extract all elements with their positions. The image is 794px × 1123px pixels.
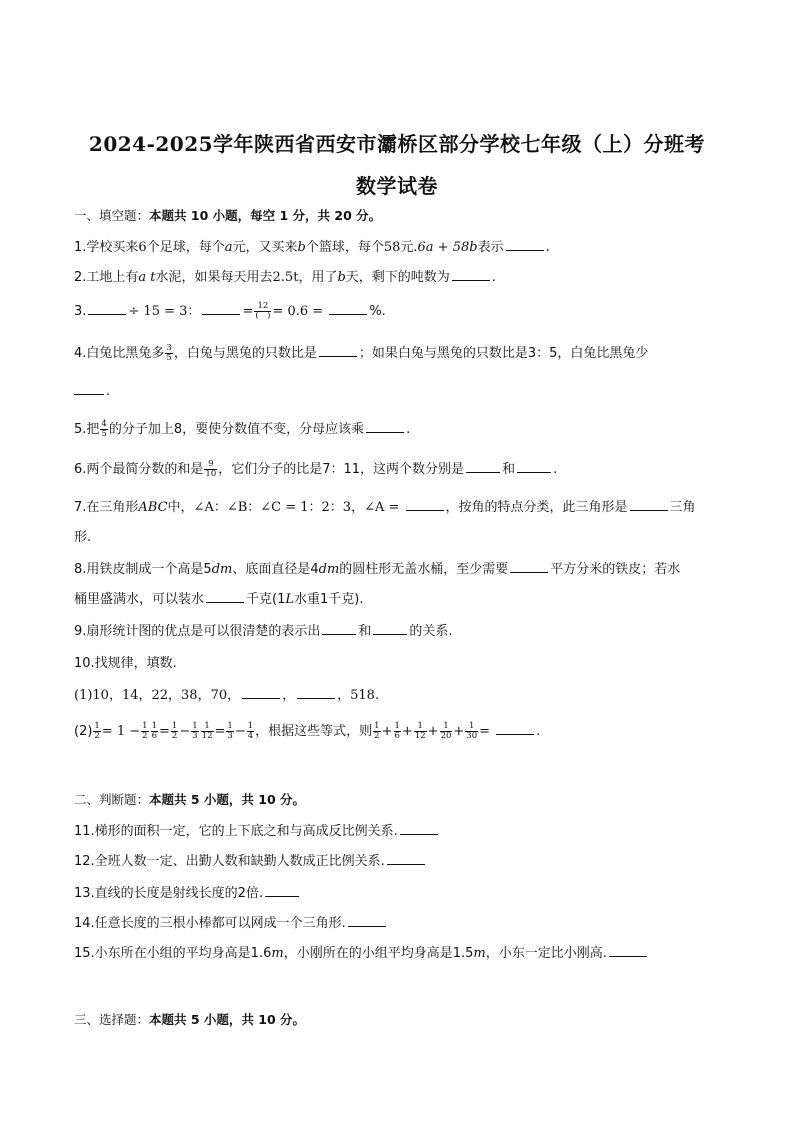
fraction [247,722,254,741]
q2-text: ，用了 [298,270,338,285]
q15-text: ，小东一定比小刚高. [485,946,607,961]
question-5 [74,420,724,440]
fraction-denominator: 12 [414,731,426,741]
answer-blank[interactable] [322,622,356,635]
q7-text: 形. [74,530,92,545]
answer-blank[interactable] [206,590,244,603]
fraction-denominator: 10 [205,469,217,479]
q8-text: 、底面直径是4 [232,562,319,577]
q7-text: ，按角的特点分类，此三角形是 [445,500,628,515]
q2-text: 2.工地上有 [74,270,139,285]
section-description: 本题共 10 小题，每空 1 分，共 20 分。 [149,208,382,223]
question-4-continued [74,382,724,402]
fraction-denominator: 5 [101,429,107,439]
q1-text: 元. [400,240,418,255]
fraction-denominator: 12 [201,731,213,741]
q10-end: . [536,724,541,739]
question-8 [74,560,724,580]
fraction [394,722,401,741]
q1-variable: b [297,240,306,255]
answer-blank[interactable] [387,852,425,865]
q10-operator: − [179,724,191,739]
q6-fraction [204,460,217,479]
fraction-numerator: 1 [201,722,214,732]
q1-text: 个足球，每个 [146,240,225,255]
fraction-denominator: 2 [94,731,100,741]
q8-unit: dm [318,562,340,577]
q3-end: %. [369,304,386,319]
q15-text: ，小刚所在的小组平均身高是1.5 [283,946,474,961]
fraction [171,722,178,741]
answer-blank[interactable] [400,822,438,835]
answer-blank[interactable] [609,944,647,957]
q8-text: 的圆柱形无盖水桶，至少需要 [339,562,509,577]
answer-blank[interactable] [202,302,240,315]
q3-fraction [254,302,271,321]
fraction [465,722,478,741]
fraction [141,722,148,741]
q10-sequence: (1)10，14，22，38，70， [74,688,241,703]
fraction-numerator: 1 [94,721,100,731]
answer-blank[interactable] [373,622,407,635]
section-description: 本题共 5 小题，共 10 分。 [149,792,306,807]
section-judgment-heading [74,790,724,810]
q10-sequence: ， [282,688,296,703]
q10-sequence: ，518. [337,688,380,703]
q10-text: (2) [74,724,93,739]
fraction-denominator: 4 [247,731,254,741]
q3-equals: = [242,304,254,319]
q2-end: . [491,270,496,285]
q15-unit: m [473,946,486,961]
fraction-numerator: 1 [414,722,427,732]
q1-text: 1.学校买来 [74,240,139,255]
q10-operator: = 1 − [101,724,141,739]
q8-text: 桶里盛满水，可以装水 [74,592,205,607]
q7-text: 7.在三角形 [74,500,139,515]
q2-variable: a t [138,270,156,285]
fraction-denominator: 2 [171,731,178,741]
answer-blank[interactable] [242,686,280,699]
question-10 [74,654,724,674]
fraction [191,722,198,741]
q10-text: ，根据这些等式，则 [255,724,373,739]
q8-unit: dm [211,562,233,577]
section-choice-heading [74,1010,724,1030]
answer-blank[interactable] [348,914,386,927]
exam-title-line1: 2024-2025学年陕西省西安市灞桥区部分学校七年级（上）分班考 [88,132,706,156]
q3-text: 3. [74,304,87,319]
q8-text: 平方分米的铁皮；若水 [550,562,681,577]
fraction-denominator: 6 [151,731,158,741]
q13-text: 13.直线的长度是射线长度的2倍. [74,886,264,901]
q2-text: 水泥，如果每天用去 [155,270,273,285]
q10-operator: + [381,724,393,739]
q14-text: 14.任意长度的三根小棒都可以网成一个三角形. [74,916,346,931]
answer-blank[interactable] [466,460,500,473]
fraction-numerator: 4 [101,419,107,429]
fraction-numerator: 1 [151,721,158,731]
q6-text: ，它们分子的比是7：11，这两个数分别是 [218,462,465,477]
q4-fraction [165,344,172,363]
q2-number: 2.5t [272,270,299,285]
answer-blank[interactable] [510,560,548,573]
question-14 [74,914,724,934]
section-fill-blank-heading [74,206,724,226]
q1-text: 表示 [477,240,504,255]
q4-text: ；如果白兔与黑兔的只数比是3：5，白兔比黑兔少 [358,346,649,361]
fraction-denominator: 30 [466,731,478,741]
question-13 [74,884,724,904]
fraction-numerator: 1 [192,721,198,731]
fraction-numerator: 1 [247,721,254,731]
question-8-continued [74,590,724,610]
question-10-part-1 [74,686,724,706]
question-4 [74,344,724,364]
q9-text: 和 [358,624,372,639]
exam-title-line2: 数学试卷 [356,174,438,198]
answer-blank[interactable] [452,268,490,281]
q2-variable: b [337,270,346,285]
question-12 [74,852,724,872]
fraction [440,722,453,741]
q5-end: . [406,422,411,437]
q2-text: 天，剩下的吨数为 [345,270,450,285]
fraction-numerator: 1 [440,722,453,732]
fraction [414,722,427,741]
question-6 [74,460,724,480]
q10-operator: − [234,724,246,739]
q15-unit: m [271,946,284,961]
fraction-denominator[interactable]: ( ) [255,311,271,321]
answer-blank[interactable] [630,498,668,511]
q1-text: 个篮球，每个 [305,240,384,255]
section-label: 三、选择题： [74,1012,150,1027]
fraction [93,722,100,741]
q5-text: 5.把 [74,422,100,437]
q8-text: 千克(1 [246,592,286,607]
fraction-denominator: 3 [227,731,233,741]
answer-blank[interactable] [366,420,404,433]
q4-text: 4.白兔比黑兔多 [74,346,165,361]
fraction-numerator: 1 [465,722,478,732]
q15-text: 15.小东所在小组的平均身高是1.6 [74,946,272,961]
question-10-part-2 [74,722,724,742]
fraction-numerator: 9 [204,460,217,470]
fraction-numerator: 3 [166,343,172,353]
q12-text: 12.全班人数一定、出勤人数和缺勤人数成正比例关系. [74,854,385,869]
fraction [151,722,158,741]
section-description: 本题共 5 小题，共 10 分。 [149,1012,306,1027]
q4-text: ，白兔与黑兔的只数比是 [173,346,317,361]
question-9 [74,622,724,642]
q6-text: 和 [502,462,516,477]
q1-number: 58 [383,240,401,255]
question-15 [74,944,724,964]
q4-end: . [106,384,111,399]
q11-text: 11.梯形的面积一定，它的上下底之和与高成反比例关系. [74,824,398,839]
fraction-numerator: 1 [171,721,178,731]
q3-expression: = 0.6 = [272,304,324,319]
q10-operator: + [427,724,439,739]
q1-text: 元，又买来 [232,240,298,255]
fraction-denominator: 20 [440,731,452,741]
q6-end: . [553,462,558,477]
answer-blank[interactable] [88,302,126,315]
q9-text: 9.扇形统计图的优点是可以很清楚的表示出 [74,624,321,639]
fraction [373,722,380,741]
fraction-denominator: 6 [394,731,400,741]
question-7-continued [74,528,724,548]
answer-blank[interactable] [74,382,104,395]
q5-text: 的分子加上8，要使分数值不变，分母应该乘 [108,422,365,437]
q10-operator: = [159,724,170,739]
fraction-denominator: 3 [192,731,198,741]
q7-expression: 中，∠A：∠B：∠C = 1：2：3，∠A = [167,500,400,515]
fraction-numerator: 1 [142,721,148,731]
fraction-numerator: 1 [394,721,400,731]
q1-variable: a [224,240,233,255]
q5-fraction [100,420,107,439]
question-3 [74,302,724,322]
fraction-denominator: 2 [142,731,148,741]
fraction-numerator: 1 [374,721,380,731]
q1-end: . [545,240,550,255]
q8-unit: L [285,592,294,607]
question-2 [74,268,724,288]
fraction-numerator: 12 [254,302,271,312]
section-label: 一、填空题： [74,208,150,223]
q1-number: 6 [138,240,147,255]
section-label: 二、判断题： [74,792,150,807]
answer-blank[interactable] [265,884,299,897]
q1-expression: 6a + 58b [417,240,478,255]
answer-blank[interactable] [517,460,551,473]
q10-operator: = [214,724,226,739]
fraction-numerator: 1 [227,721,233,731]
q3-expression: ÷ 15 = 3： [128,304,201,319]
answer-blank[interactable] [319,344,357,357]
fraction-denominator: 2 [374,731,380,741]
answer-blank[interactable] [406,498,444,511]
q7-variable: ABC [138,500,168,515]
question-1 [74,238,724,258]
fraction [201,722,214,741]
q7-text: 三角 [669,500,696,515]
fraction [226,722,233,741]
q6-text: 6.两个最简分数的和是 [74,462,204,477]
answer-blank[interactable] [496,722,534,735]
question-11 [74,822,724,842]
q10-operator: + [453,724,465,739]
q9-text: 的关系. [409,624,453,639]
fraction-denominator: 5 [166,353,172,363]
answer-blank[interactable] [329,302,367,315]
q8-text: 8.用铁皮制成一个高是5 [74,562,212,577]
question-7 [74,498,724,518]
q10-operator: = [479,724,491,739]
q10-text: 10.找规律，填数. [74,656,177,671]
answer-blank[interactable] [506,238,544,251]
answer-blank[interactable] [297,686,335,699]
q10-operator: + [401,724,413,739]
q8-text: 水重1千克). [294,592,364,607]
